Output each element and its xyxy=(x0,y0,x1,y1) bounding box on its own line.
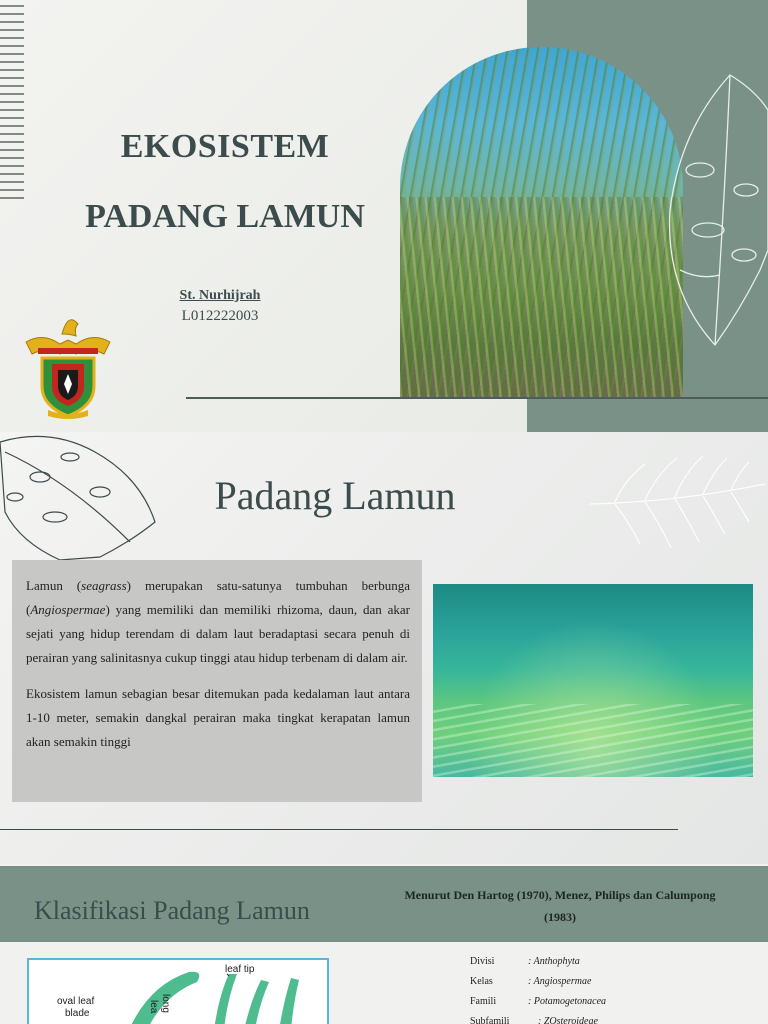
taxonomy-table xyxy=(470,956,760,1024)
title-line-1: EKOSISTEM xyxy=(120,128,330,165)
seagrass-meadow-photo xyxy=(400,47,683,397)
monstera-leaf-icon xyxy=(660,70,768,350)
definition-slide xyxy=(0,432,768,864)
classification-slide xyxy=(0,864,768,1024)
term-seagrass: seagrass xyxy=(81,578,127,593)
header-band xyxy=(0,866,768,942)
divider-line xyxy=(186,397,768,399)
label-long-leaf-2: lea xyxy=(148,1000,159,1014)
taxonomy-value: : Anthophyta xyxy=(528,956,580,967)
grass-texture xyxy=(400,197,683,397)
source-citation xyxy=(380,884,740,928)
taxonomy-value: : Angiospermae xyxy=(528,976,592,987)
monstera-leaf-icon xyxy=(0,432,160,562)
taxonomy-row xyxy=(470,996,760,1016)
section-title: Padang Lamun xyxy=(214,473,456,518)
label-blade: blade xyxy=(65,1008,90,1019)
author-name: St. Nurhijrah xyxy=(179,288,261,303)
taxonomy-key: Subfamili xyxy=(470,1016,510,1024)
paragraph-1 xyxy=(26,574,410,670)
label-long-leaf: long xyxy=(160,994,171,1013)
source-line-2: (1983) xyxy=(544,910,576,924)
definition-text-box xyxy=(12,560,422,802)
taxonomy-key: Famili xyxy=(470,996,497,1007)
fern-leaf-icon xyxy=(585,444,768,556)
underwater-seagrass-photo xyxy=(433,584,753,777)
taxonomy-key: Kelas xyxy=(470,976,493,987)
sand-texture xyxy=(433,704,753,777)
paragraph-1-part: ) yang memiliki dan memiliki rhizoma, daun, dan akar sejati yang hidup terendam di dalam laut beradaptasi secara penuh di perairan yang salinitasnya cukup tinggi atau hidup terbenam di dalam air. xyxy=(26,602,410,665)
taxonomy-key: Divisi xyxy=(470,956,495,967)
taxonomy-row xyxy=(470,1016,760,1024)
section-title: Klasifikasi Padang Lamun xyxy=(34,896,310,925)
divider-line xyxy=(0,829,678,830)
taxonomy-value: : Potamogetonacea xyxy=(528,996,607,1007)
term-angiospermae: Angiospermae xyxy=(30,602,106,617)
label-leaf-tip: leaf tip xyxy=(225,964,255,975)
taxonomy-value: : ZOsteroideae xyxy=(528,1016,598,1024)
taxonomy-row xyxy=(470,976,760,996)
university-crest-icon xyxy=(18,310,118,420)
title-slide xyxy=(0,0,768,432)
source-line-1: Menurut Den Hartog (1970), Menez, Philips dan Calumpong xyxy=(404,888,716,902)
paragraph-1-part: ) merupakan satu-satunya tumbuhan berbunga ( xyxy=(26,578,410,617)
taxonomy-row xyxy=(470,956,760,976)
paragraph-2: Ekosistem lamun sebagian besar ditemukan pada kedalaman laut antara 1-10 meter, semakin dangkal perairan maka tingkat kerapatan lamun akan semakin tinggi xyxy=(26,686,410,749)
leaf-diagram xyxy=(27,958,329,1024)
label-oval-leaf: oval leaf xyxy=(57,996,95,1007)
paragraph-1-part: Lamun ( xyxy=(26,578,82,593)
title-line-2: PADANG LAMUN xyxy=(85,198,365,235)
decorative-stripes xyxy=(0,0,24,205)
student-id: L012222003 xyxy=(181,308,259,324)
